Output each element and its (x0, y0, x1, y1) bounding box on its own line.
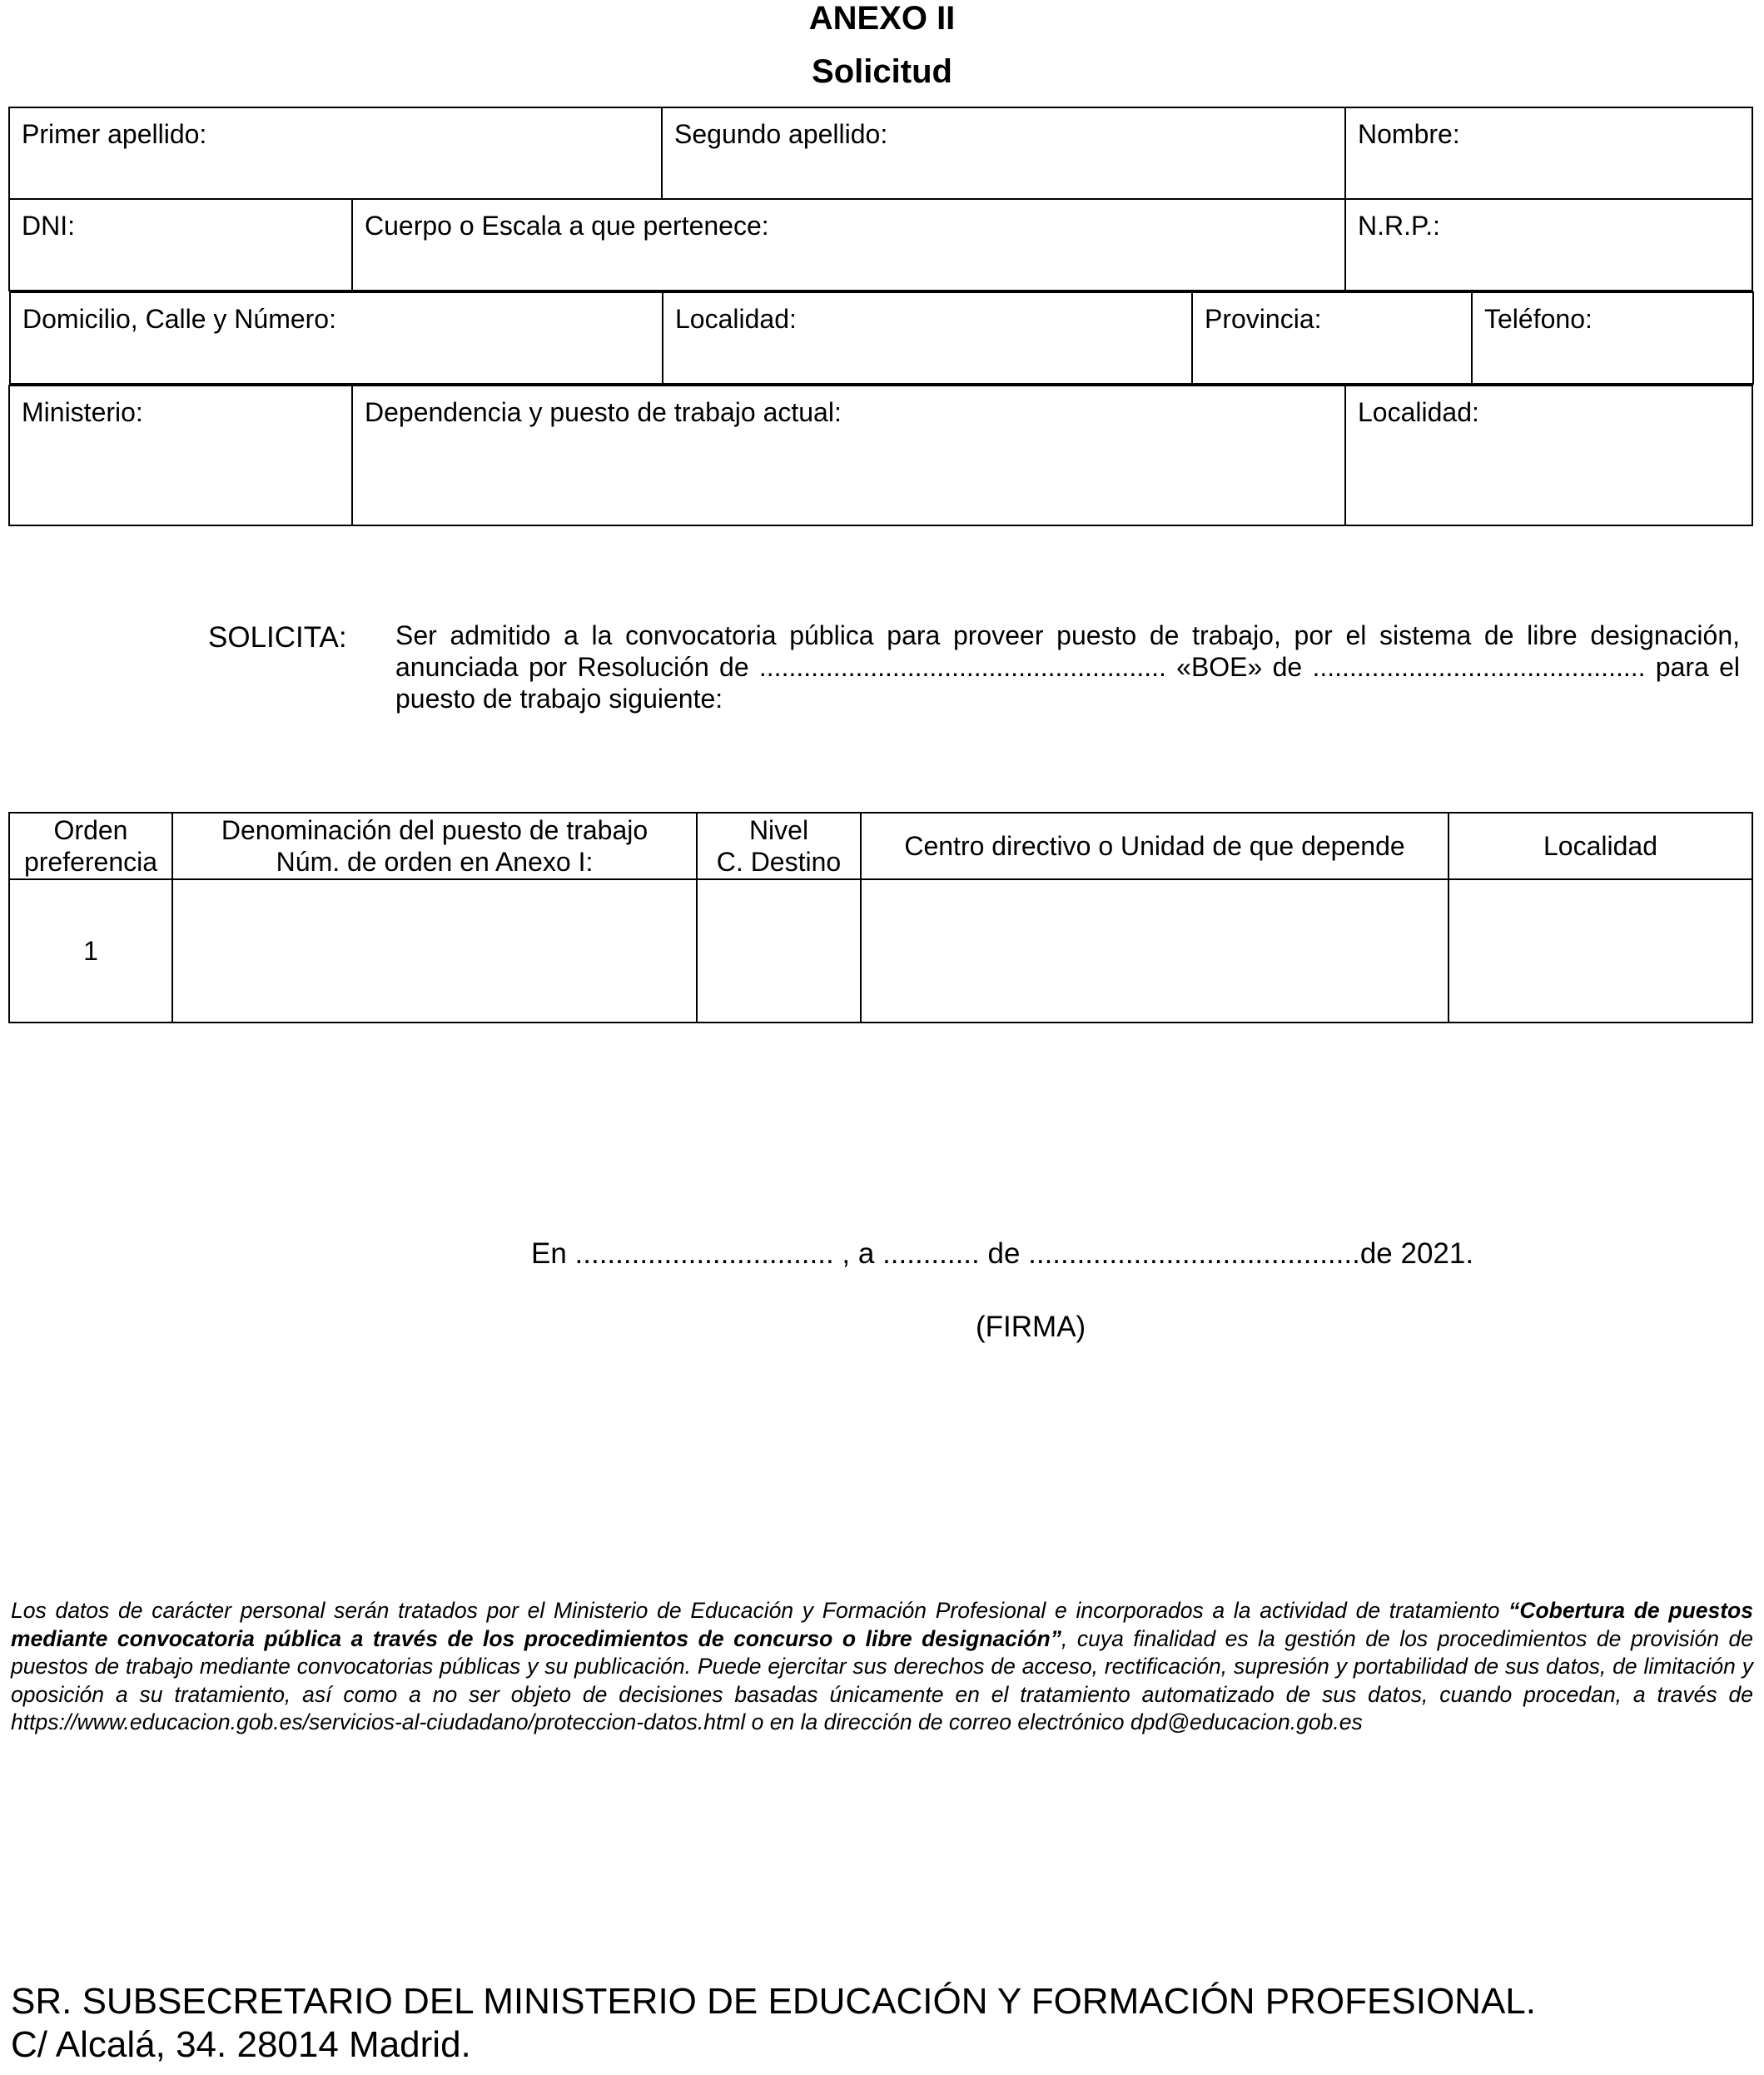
dni-field[interactable] (9, 199, 352, 291)
ministerio-label: Ministerio: (22, 397, 143, 427)
cell-orden: 1 (9, 879, 172, 1023)
cell-localidad[interactable] (1448, 879, 1752, 1023)
cell-nivel[interactable] (697, 879, 861, 1023)
recipient-address: C/ Alcalá, 34. 28014 Madrid. (11, 2024, 471, 2065)
telefono-label: Teléfono: (1484, 304, 1593, 334)
nrp-field[interactable] (1345, 199, 1752, 291)
cell-denominacion[interactable] (172, 879, 697, 1023)
table-row (9, 879, 1752, 1023)
solicita-text: Ser admitido a la convocatoria pública para proveer puesto de trabajo, por el sistema de libre designación, anunciada por Resolución de ....................................................... «BOE» de ............................................. para el puesto de trabajo siguiente: (395, 620, 1740, 714)
header-orden-line1: Orden (53, 815, 128, 845)
header-nivel-line2: C. Destino (716, 847, 842, 877)
ministerio-field[interactable] (9, 386, 352, 525)
dependencia-label: Dependencia y puesto de trabajo actual: (365, 397, 842, 427)
personal-data-form (8, 107, 1753, 526)
form-title: Solicitud (812, 53, 952, 90)
localidad-trabajo-field[interactable] (1345, 386, 1752, 525)
segundo-apellido-field[interactable] (662, 107, 1345, 199)
signature-label: (FIRMA) (976, 1311, 1086, 1343)
domicilio-field[interactable] (10, 292, 663, 384)
header-orden (9, 813, 172, 879)
cuerpo-field[interactable] (352, 199, 1345, 291)
localidad-field[interactable] (663, 292, 1192, 384)
localidad-label: Localidad: (675, 304, 797, 334)
privacy-notice-treatment-name: “Cobertura de puestos mediante convocatoria pública a través de los procedimientos de concurso o libre designación” (11, 1598, 1753, 1651)
privacy-notice-part1: Los datos de carácter personal serán tratados por el Ministerio de Educación y Formación Profesional e incorporados a la actividad de tratamiento (11, 1598, 1509, 1623)
header-denominacion-line2: Núm. de orden en Anexo I: (276, 847, 594, 877)
nombre-label: Nombre: (1358, 119, 1460, 149)
primer-apellido-label: Primer apellido: (22, 119, 207, 149)
localidad-trabajo-label: Localidad: (1358, 397, 1479, 427)
recipient-block (11, 1980, 1536, 2067)
segundo-apellido-label: Segundo apellido: (674, 119, 888, 149)
primer-apellido-field[interactable] (9, 107, 662, 199)
recipient-line1: SR. SUBSECRETARIO DEL MINISTERIO DE EDUCACIÓN Y FORMACIÓN PROFESIONAL. (11, 1981, 1536, 2022)
dependencia-field[interactable] (352, 386, 1345, 525)
cuerpo-label: Cuerpo o Escala a que pertenece: (365, 211, 769, 241)
header-nivel-line1: Nivel (748, 815, 809, 845)
provincia-label: Provincia: (1205, 304, 1322, 334)
table-header-row (9, 813, 1752, 879)
header-nivel (697, 813, 861, 879)
provincia-field[interactable] (1192, 292, 1472, 384)
dni-label: DNI: (22, 211, 75, 241)
header-localidad: Localidad (1448, 813, 1752, 879)
cell-centro[interactable] (861, 879, 1448, 1023)
domicilio-label: Domicilio, Calle y Número: (22, 304, 336, 334)
telefono-field[interactable] (1472, 292, 1753, 384)
preferences-table (8, 812, 1753, 1023)
annex-title: ANEXO II (808, 0, 956, 37)
privacy-notice-part2: , cuya finalidad es la gestión de los procedimientos de provisión de puestos de trabajo mediante convocatorias públicas y su publicación. Puede ejercitar sus derechos de acceso, rectificación, supresión y portabilidad de sus datos, de limitación y oposición a su tratamiento, así como a no ser objeto de decisiones basadas únicamente en el tratamiento automatizado de sus datos, cuando procedan, a través de https://www.educacion.gob.es/servicios-al-ciudadano/proteccion-datos.html o en la dirección de correo electrónico dpd@educacion.gob.es (11, 1625, 1753, 1734)
solicita-label: SOLICITA: (208, 621, 347, 654)
header-denominacion-line1: Denominación del puesto de trabajo (221, 815, 648, 845)
header-orden-line2: preferencia (23, 847, 158, 877)
header-centro: Centro directivo o Unidad de que depende (861, 813, 1448, 879)
nrp-label: N.R.P.: (1358, 211, 1440, 241)
header-denominacion (172, 813, 697, 879)
date-line: En ................................ , a ............ de .........................................de 2021. (531, 1237, 1474, 1270)
privacy-notice (11, 1597, 1753, 1737)
nombre-field[interactable] (1345, 107, 1752, 199)
